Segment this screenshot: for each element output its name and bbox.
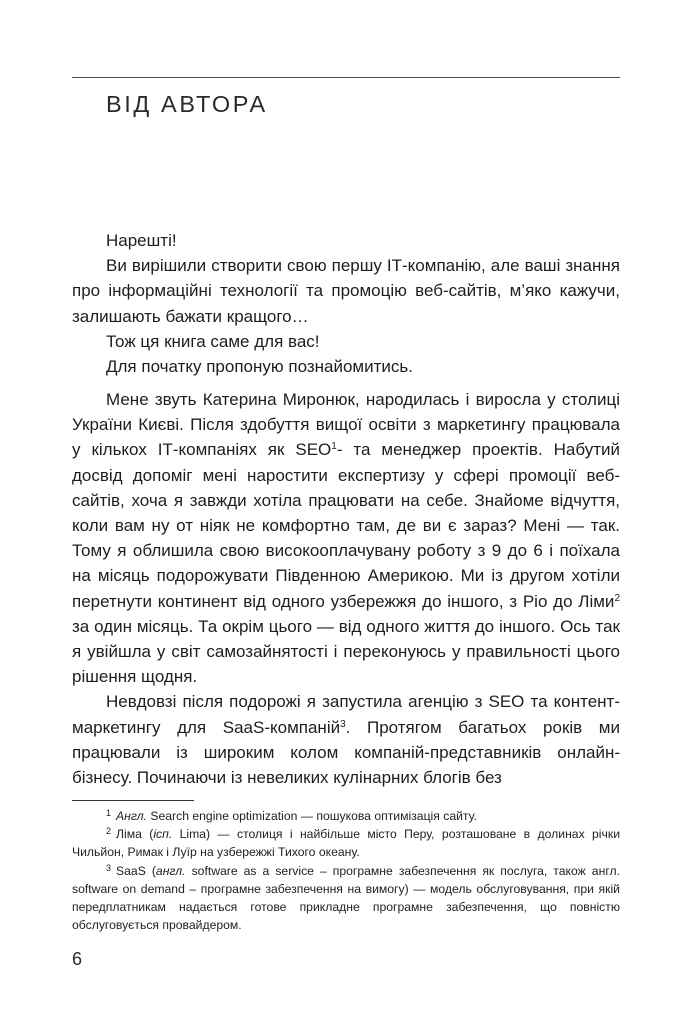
text-run: Мене звуть Катерина Миронюк, народилась і виросла у столиці України Києві. Після здобуття вищої освіти з маркетингу працювала у кількох ІТ-компаніях як SEO — [72, 390, 620, 460]
body-paragraph-2 — [72, 689, 620, 790]
body-paragraph-1 — [72, 387, 620, 689]
footnote-mark: 1 — [106, 808, 112, 818]
intro-paragraph: Тож ця книга саме для вас! — [106, 331, 320, 351]
chapter-title: ВІД АВТОРА — [106, 91, 268, 117]
footnote-text-run: Search engine optimization — пошукова оптимізація сайту. — [146, 809, 477, 823]
footnote-3 — [72, 862, 620, 935]
intro-paragraph: Нарешті! — [106, 231, 177, 250]
footnote-italic-run: англ. — [155, 863, 186, 878]
text-run: Невдовзі після подорожі я запустила агенцію з SEO та контент-маркетингу для SaaS-компаній — [72, 692, 620, 737]
footnote-mark: 3 — [106, 862, 112, 873]
footnote-text-run: Lima) — столиця і найбільше місто Перу, розташоване в долинах річки Чильйон, Римак і Луїр на узбережжі Тихого океану. — [72, 827, 621, 860]
footnote-1 — [72, 807, 620, 825]
footnote-italic-run: Англ. — [116, 809, 147, 823]
footnote-mark: 2 — [106, 826, 112, 837]
footnote-ref-2: 2 — [614, 592, 620, 604]
body-block — [72, 387, 620, 790]
footnotes — [72, 807, 620, 934]
top-rule — [72, 77, 620, 78]
footnote-ref-1: 1 — [331, 441, 337, 453]
text-run: - та менеджер проектів. Набутий досвід допоміг мені наростити експертизу у сфері промоції веб-сайтів, хоча я завжди хотіла працювати на себе. Знайоме відчуття, коли вам ну от ніяк не комфортно там, де ви є зараз? Мені — так. Тому я облишила свою високооплачувану роботу з 9 до 6 і поїхала на місяць подорожувати Південною Америкою. Ми із другом хотіли перетнути континент від одного узбережжя до іншого, з Ріо до Ліми — [72, 440, 620, 611]
footnote-rule — [72, 800, 194, 801]
footnote-italic-run: ісп. — [153, 827, 173, 842]
text-run: . Протягом багатьох років ми працювали із широким колом компаній-представників онлайн-бізнесу. Починаючи із невеликих кулінарних блогів без — [72, 717, 620, 788]
page-number: 6 — [72, 949, 83, 969]
intro-paragraph: Ви вирішили створити свою першу ІТ-компанію, але ваші знання про інформаційні технології та промоцію веб-сайтів, м’яко кажучи, залишають бажати кращого… — [72, 256, 620, 326]
footnote-text-run: Ліма ( — [116, 827, 154, 842]
text-run: за один місяць. Та окрім цього — від одного життя до іншого. Ось так я увійшла у світ самозайнятості і переконуюсь у правильності цього рішення щодня. — [72, 616, 620, 687]
intro-paragraph: Для початку пропоную познайомитись. — [106, 357, 413, 377]
footnote-text-run: software as a service – програмне забезпечення як послуга, також англ. software on demand – програмне забезпечення на вимогу) — модель обслуговування, при якій передплатникам надається готове прикладне програмне забезпечення, що повністю обслуговується провайдером. — [72, 863, 620, 933]
footnote-ref-3: 3 — [340, 718, 346, 730]
intro-block — [72, 228, 620, 379]
footnote-2 — [72, 825, 620, 861]
footnote-text-run: SaaS ( — [116, 863, 156, 878]
